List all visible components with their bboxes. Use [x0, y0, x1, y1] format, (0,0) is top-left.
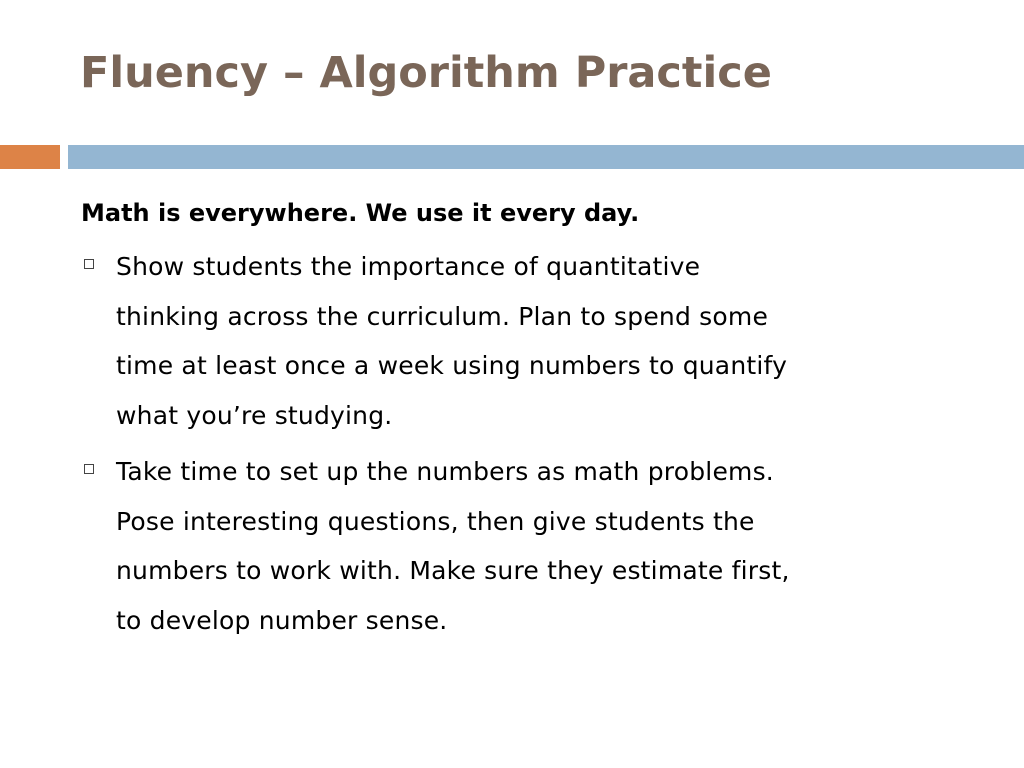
bullet-line: Take time to set up the numbers as math problems. — [116, 457, 774, 486]
bullet-line: time at least once a week using numbers to quantify — [116, 351, 788, 380]
title-accent-bar-orange — [0, 145, 60, 169]
bullet-line: to develop number sense. — [116, 605, 448, 635]
lead-statement: Math is everywhere. We use it every day. — [81, 199, 640, 227]
bullet-line: what you’re studying. — [116, 400, 393, 430]
title-accent-bar-blue — [68, 145, 1024, 169]
bullet-line: Show students the importance of quantitative — [116, 252, 701, 281]
bullet-item — [81, 242, 981, 440]
bullet-text — [116, 242, 981, 440]
slide-title: Fluency – Algorithm Practice — [80, 48, 772, 98]
slide-content — [81, 192, 981, 652]
bullet-line: thinking across the curriculum. Plan to spend some — [116, 301, 769, 331]
hollow-square-icon — [84, 259, 94, 269]
bullet-list — [81, 242, 981, 645]
bullet-line: Pose interesting questions, then give students the — [116, 506, 755, 536]
bullet-item — [81, 447, 981, 645]
bullet-line: numbers to work with. Make sure they estimate first, — [116, 556, 790, 585]
hollow-square-icon — [84, 464, 94, 474]
bullet-text — [116, 447, 981, 645]
